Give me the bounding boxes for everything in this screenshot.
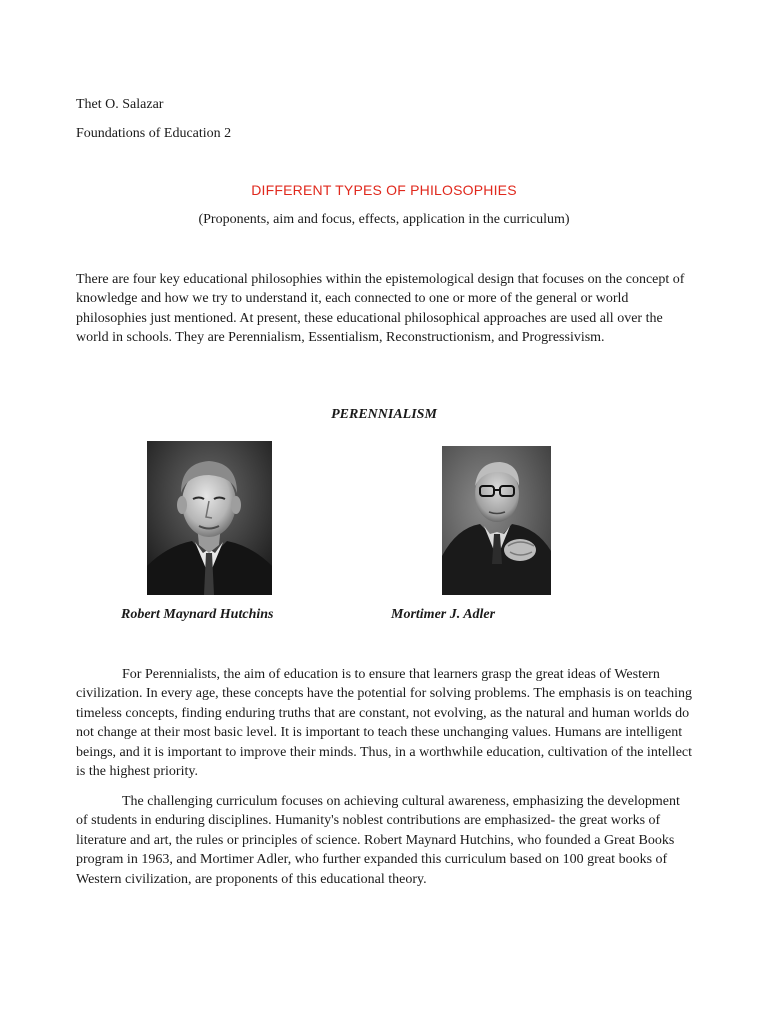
- portrait-caption-hutchins: Robert Maynard Hutchins: [121, 607, 274, 622]
- document-title: DIFFERENT TYPES OF PHILOSOPHIES: [251, 182, 517, 198]
- portrait-adler: [442, 446, 551, 595]
- body-paragraph-1: For Perennialists, the aim of education is to ensure that learners grasp the great ideas of Western civilization. In every age, these concepts have the potential for solving problems. The emphasis is on teaching timeless concepts, finding enduring truths that are constant, not evolving, as the natural and human worlds do not change at their most basic level. It is important to teach these unchanging values. Humans are intelligent beings, and it is important to improve their minds. Thus, in a worthwhile education, cultivation of the intellect is the highest priority.: [76, 667, 693, 780]
- intro-paragraph: There are four key educational philosophies within the epistemological design that focuses on the concept of knowledge and how we try to understand it, each connected to one or more of the general or world philosophies just mentioned. At present, these educational philosophical approaches are used all over the world in schools. They are Perennialism, Essentialism, Reconstructionism, and Progressivism.: [76, 272, 685, 346]
- course-name: Foundations of Education 2: [76, 126, 232, 141]
- author-name: Thet O. Salazar: [76, 97, 164, 112]
- portrait-caption-adler: Mortimer J. Adler: [391, 607, 496, 622]
- body-paragraph-2: The challenging curriculum focuses on achieving cultural awareness, emphasizing the development of students in enduring disciplines. Humanity's noblest contributions are emphasized- the great works of literature and art, the rules or principles of science. Robert Maynard Hutchins, who founded a Great Books program in 1963, and Mortimer Adler, who further expanded this curriculum based on 100 great books of Western civilization, are proponents of this educational theory.: [76, 794, 680, 887]
- document-subtitle: (Proponents, aim and focus, effects, application in the curriculum): [198, 212, 570, 227]
- section-heading: PERENNIALISM: [331, 407, 437, 422]
- portrait-hutchins: [147, 441, 272, 595]
